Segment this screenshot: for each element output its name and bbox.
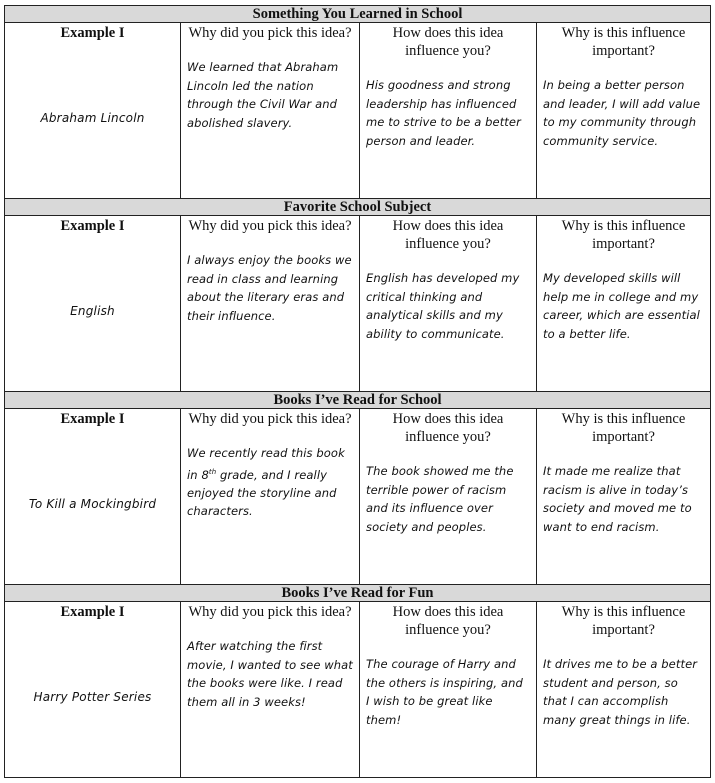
how-influence-cell	[360, 216, 537, 392]
example-topic: Abraham Lincoln	[40, 111, 145, 125]
how-influence-cell	[360, 409, 537, 585]
why-pick-answer-part: We recently read this book in 8	[187, 446, 345, 482]
why-important-cell	[537, 23, 711, 199]
example-cell	[5, 602, 181, 778]
worksheet	[4, 5, 710, 778]
why-pick-cell	[181, 602, 360, 778]
example-cell	[5, 409, 181, 585]
why-pick-cell	[181, 216, 360, 392]
example-label: Example I	[60, 25, 125, 41]
how-influence-answer: English has developed my critical thinking and analytical skills and my ability to communicate.	[366, 271, 520, 341]
section-row	[5, 23, 711, 199]
section-row	[5, 409, 711, 585]
example-label: Example I	[60, 411, 125, 427]
ordinal-suffix: th	[208, 467, 217, 476]
section-title: Something You Learned in School	[5, 6, 711, 23]
why-pick-answer-part: grade, and I really enjoyed the storyline and characters.	[187, 467, 337, 519]
example-cell	[5, 216, 181, 392]
how-influence-cell	[360, 602, 537, 778]
worksheet-table	[4, 5, 711, 778]
why-important-answer: It drives me to be a better student and person, so that I can accomplish many great things in life.	[543, 657, 698, 727]
why-pick-question: Why did you pick this idea?	[188, 25, 352, 41]
why-pick-answer: After watching the first movie, I wanted to see what the books were like. I read them all in 3 weeks!	[187, 639, 353, 709]
why-important-question: Why is this influence important?	[561, 411, 686, 445]
example-label: Example I	[60, 218, 125, 234]
how-influence-answer: His goodness and strong leadership has influenced me to strive to be a better person and leader.	[366, 78, 521, 148]
how-influence-question: How does this idea influence you?	[392, 604, 504, 638]
why-important-answer: It made me realize that racism is alive in today’s society and moved me to want to end racism.	[543, 464, 692, 534]
why-pick-answer: I always enjoy the books we read in class and learning about the literary eras and their influence.	[187, 253, 352, 323]
how-influence-answer: The book showed me the terrible power of racism and its influence over society and peoples.	[366, 464, 514, 534]
section-header-row	[5, 585, 711, 602]
why-important-answer: My developed skills will help me in college and my career, which are essential to a better life.	[543, 271, 700, 341]
example-topic: English	[70, 304, 115, 318]
section-header-row	[5, 199, 711, 216]
why-important-cell	[537, 409, 711, 585]
section-row	[5, 216, 711, 392]
example-topic: Harry Potter Series	[33, 690, 152, 704]
section-header-row	[5, 392, 711, 409]
how-influence-question: How does this idea influence you?	[392, 411, 504, 445]
why-pick-cell	[181, 23, 360, 199]
why-pick-cell	[181, 409, 360, 585]
why-important-question: Why is this influence important?	[561, 218, 686, 252]
section-title: Books I’ve Read for Fun	[5, 585, 711, 602]
example-cell	[5, 23, 181, 199]
why-pick-answer	[187, 444, 353, 521]
section-header-row	[5, 6, 711, 23]
example-label: Example I	[60, 604, 125, 620]
why-important-cell	[537, 216, 711, 392]
how-influence-question: How does this idea influence you?	[392, 25, 504, 59]
how-influence-cell	[360, 23, 537, 199]
why-pick-answer: We learned that Abraham Lincoln led the nation through the Civil War and abolished slavery.	[187, 60, 339, 130]
why-important-cell	[537, 602, 711, 778]
example-topic: To Kill a Mockingbird	[28, 497, 157, 511]
why-important-question: Why is this influence important?	[561, 604, 686, 638]
section-title: Favorite School Subject	[5, 199, 711, 216]
why-pick-question: Why did you pick this idea?	[188, 604, 352, 620]
section-title: Books I’ve Read for School	[5, 392, 711, 409]
how-influence-question: How does this idea influence you?	[392, 218, 504, 252]
how-influence-answer: The courage of Harry and the others is inspiring, and I wish to be great like them!	[366, 657, 523, 727]
why-pick-question: Why did you pick this idea?	[188, 218, 352, 234]
section-row	[5, 602, 711, 778]
why-pick-question: Why did you pick this idea?	[188, 411, 352, 427]
why-important-question: Why is this influence important?	[561, 25, 686, 59]
why-important-answer: In being a better person and leader, I will add value to my community through community service.	[543, 78, 701, 148]
